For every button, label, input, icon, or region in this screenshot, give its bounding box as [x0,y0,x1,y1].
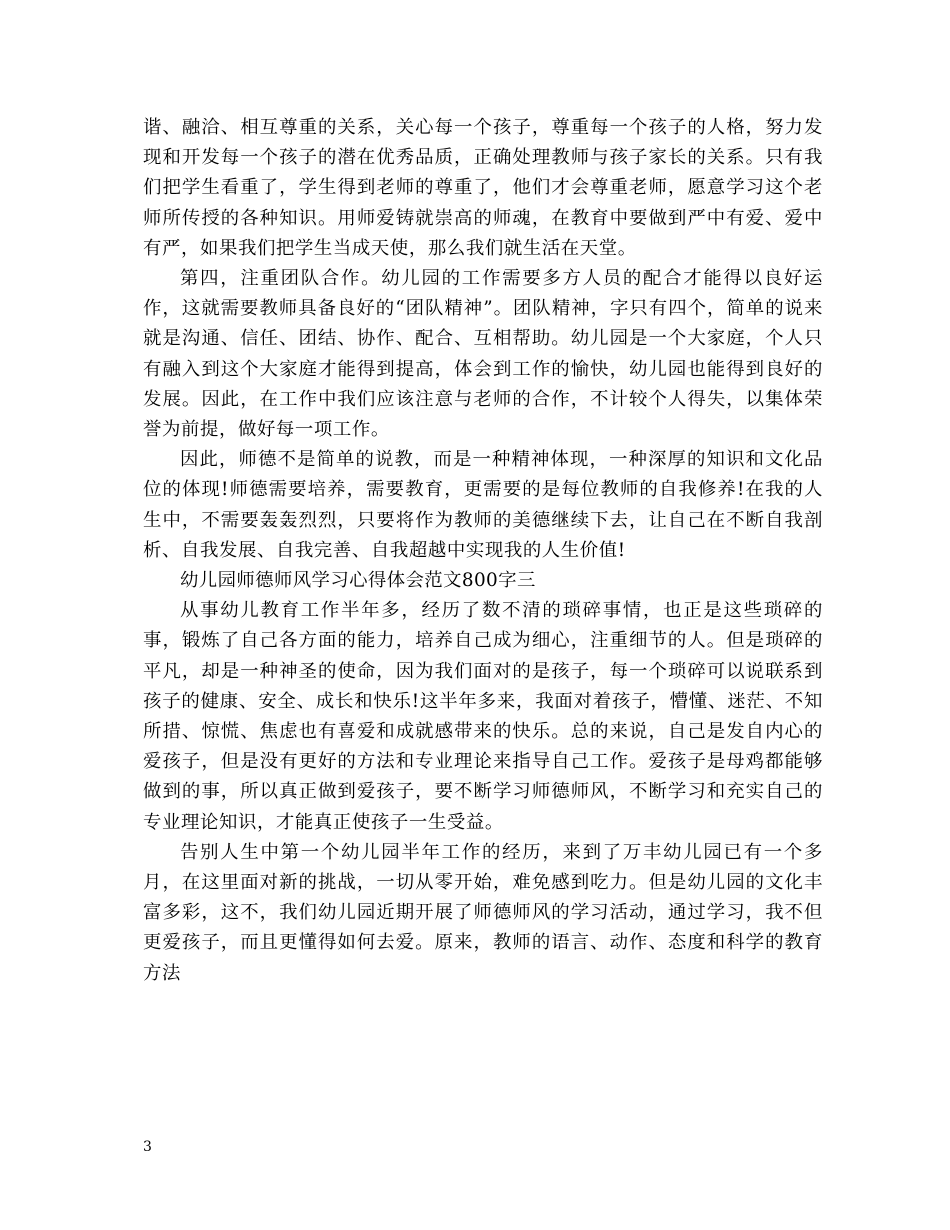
paragraph-teamwork: 第四，注重团队合作。幼儿园的工作需要多方人员的配合才能得以良好运作，这就需要教师具备良好的“团队精神”。团队精神，字只有四个，简单的说来就是沟通、信任、团结、协作、配合、互相帮助。幼儿园是一个大家庭，个人只有融入到这个大家庭才能得到提高，体会到工作的愉快，幼儿园也能得到良好的发展。因此，在工作中我们应该注意与老师的合作，不计较个人得失，以集体荣誉为前提，做好每一项工作。 [143,268,823,441]
page-number: 3 [143,1139,152,1155]
paragraph-teacher-ethics: 因此，师德不是简单的说教，而是一种精神体现，一种深厚的知识和文化品位的体现!师德需要培养，需要教育，更需要的是每位教师的自我修养!在我的人生中，不需要轰轰烈烈，只要将作为教师的美德继续下去，让自己在不断自我剖析、自我发展、自我完善、自我超越中实现我的人生价值! [143,449,823,561]
paragraph-continuation: 谐、融洽、相互尊重的关系，关心每一个孩子，尊重每一个孩子的人格，努力发现和开发每一个孩子的潜在优秀品质，正确处理教师与孩子家长的关系。只有我们把学生看重了，学生得到老师的尊重了，他们才会尊重老师，愿意学习这个老师所传授的各种知识。用师爱铸就崇高的师魂，在教育中要做到严中有爱、爱中有严，如果我们把学生当成天使，那么我们就生活在天堂。 [143,117,823,259]
paragraph-new-challenge: 告别人生中第一个幼儿园半年工作的经历，来到了万丰幼儿园已有一个多月，在这里面对新的挑战，一切从零开始，难免感到吃力。但是幼儿园的文化丰富多彩，这不，我们幼儿园近期开展了师德师风的学习活动，通过学习，我不但更爱孩子，而且更懂得如何去爱。原来，教师的语言、动作、态度和科学的教育方法 [143,841,823,984]
page-content [143,113,823,989]
section-heading: 幼儿园师德师风学习心得体会范文800字三 [180,570,536,592]
paragraph-experience: 从事幼儿教育工作半年多，经历了数不清的琐碎事情，也正是这些琐碎的事，锻炼了自己各方面的能力，培养自己成为细心，注重细节的人。但是琐碎的平凡，却是一种神圣的使命，因为我们面对的是孩子，每一个琐碎可以说联系到孩子的健康、安全、成长和快乐!这半年多来，我面对着孩子，懵懂、迷茫、不知所措、惊慌、焦虑也有喜爱和成就感带来的快乐。总的来说，自己是发自内心的爱孩子，但是没有更好的方法和专业理论来指导自己工作。爱孩子是母鸡都能够做到的事，所以真正做到爱孩子，要不断学习师德师风，不断学习和充实自己的专业理论知识，才能真正使孩子一生受益。 [143,600,823,833]
